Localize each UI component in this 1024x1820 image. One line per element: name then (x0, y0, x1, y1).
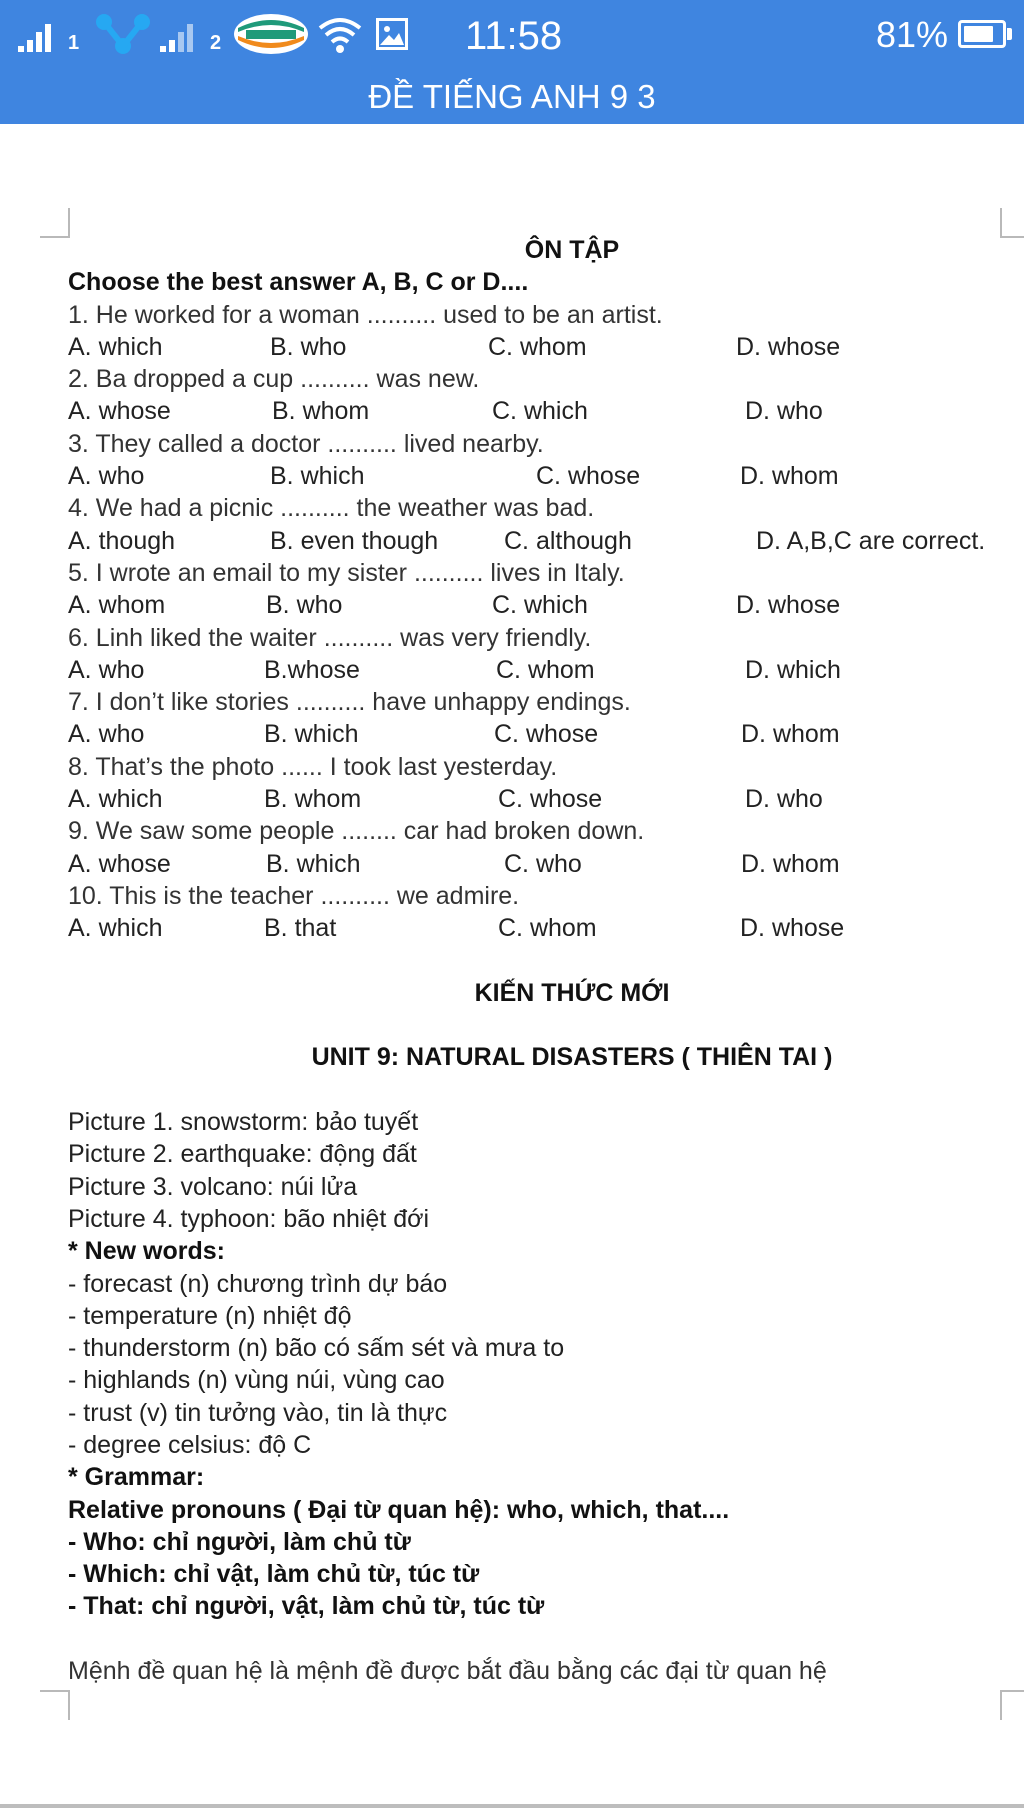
battery-percent: 81% (876, 14, 949, 55)
grammar-heading: * Grammar: (68, 1463, 205, 1492)
picture-line: Picture 3. volcano: núi lửa (68, 1172, 358, 1201)
closing-paragraph: Mệnh đề quan hệ là mệnh đề được bắt đầu bằng các đại từ quan hệ (68, 1657, 827, 1686)
answer-options (68, 395, 1008, 427)
new-word: - thunderstorm (n) bão có sấm sét và mưa to (68, 1334, 565, 1363)
document-content (68, 234, 1008, 1687)
new-word: - forecast (n) chương trình dự báo (68, 1269, 448, 1298)
crop-mark-top-left (40, 208, 70, 238)
question-text: 10. This is the teacher .......... we admire. (68, 881, 520, 910)
answer-option: A. who (68, 655, 145, 684)
sim2-label: 2 (210, 32, 222, 54)
answer-option: A. whose (68, 397, 171, 426)
question-text: 1. He worked for a woman .......... used to be an artist. (68, 300, 663, 329)
grammar-line: - That: chỉ người, vật, làm chủ từ, túc từ (68, 1592, 545, 1621)
answer-option: B. which (266, 849, 361, 878)
question-text: 2. Ba dropped a cup .......... was new. (68, 365, 480, 394)
answer-option: D. whose (740, 914, 845, 943)
signal-sim1-icon (18, 24, 51, 52)
answer-option: D. whom (741, 720, 840, 749)
clock: 11:58 (465, 14, 563, 58)
answer-options (68, 331, 1008, 363)
answer-option: A. which (68, 332, 163, 361)
answer-option: B. that (264, 914, 337, 943)
answer-option: C. whom (498, 914, 597, 943)
document-page[interactable] (0, 124, 1024, 1804)
answer-option: D. which (745, 655, 841, 684)
picture-line: Picture 1. snowstorm: bảo tuyết (68, 1108, 419, 1137)
new-words-heading: * New words: (68, 1237, 225, 1266)
answer-option: B. who (266, 591, 343, 620)
answer-option: D. A,B,C are correct. (756, 526, 986, 555)
new-word: - trust (v) tin tưởng vào, tin là thực (68, 1398, 448, 1427)
question-text: 4. We had a picnic .......... the weather was bad. (68, 494, 595, 523)
answer-option: D. whom (741, 849, 840, 878)
question-text: 8. That’s the photo ...... I took last yesterday. (68, 752, 558, 781)
answer-option: A. who (68, 462, 145, 491)
new-word: - highlands (n) vùng núi, vùng cao (68, 1366, 445, 1395)
instruction: Choose the best answer A, B, C or D.... (68, 268, 529, 297)
grammar-line: - Which: chỉ vật, làm chủ từ, túc từ (68, 1560, 480, 1589)
grammar-line: - Who: chỉ người, làm chủ từ (68, 1527, 411, 1556)
answer-options (68, 718, 1008, 750)
answer-option: D. whose (736, 591, 841, 620)
question-text: 3. They called a doctor .......... lived nearby. (68, 429, 544, 458)
answer-options (68, 589, 1008, 621)
question-text: 6. Linh liked the waiter .......... was very friendly. (68, 623, 592, 652)
picture-line: Picture 2. earthquake: động đất (68, 1140, 417, 1169)
battery-cap (1007, 28, 1012, 40)
answer-option: C. whose (498, 785, 603, 814)
answer-option: C. whom (496, 655, 595, 684)
viettel-logo-icon (232, 12, 310, 56)
picture-line: Picture 4. typhoon: bão nhiệt đới (68, 1204, 430, 1233)
app-bar (0, 0, 1024, 124)
network-share-icon (94, 12, 152, 56)
answer-options (68, 783, 1008, 815)
document-title: ĐỀ TIẾNG ANH 9 3 (368, 78, 656, 115)
answer-option: B. which (270, 462, 365, 491)
answer-option: D. whose (736, 332, 841, 361)
battery-icon (958, 20, 1006, 48)
question-text: 5. I wrote an email to my sister .......... lives in Italy. (68, 558, 625, 587)
answer-options (68, 912, 1008, 944)
answer-option: A. which (68, 914, 163, 943)
crop-mark-bottom-right (1000, 1690, 1024, 1720)
answer-option: A. though (68, 526, 176, 555)
sim1-label: 1 (68, 32, 80, 54)
answer-option: B. whom (272, 397, 370, 426)
section-heading: ÔN TẬP (524, 236, 620, 264)
unit-title: UNIT 9: NATURAL DISASTERS ( THIÊN TAI ) (311, 1043, 833, 1072)
answer-option: C. whose (536, 462, 641, 491)
signal-sim2-icon (160, 24, 193, 52)
new-word: - temperature (n) nhiệt độ (68, 1301, 352, 1330)
question-text: 9. We saw some people ........ car had broken down. (68, 817, 645, 846)
answer-options (68, 525, 1008, 557)
answer-option: D. who (745, 397, 823, 426)
answer-option: C. which (492, 397, 588, 426)
battery-fill (964, 26, 993, 42)
answer-options (68, 460, 1008, 492)
crop-mark-bottom-left (40, 1690, 70, 1720)
answer-option: C. whose (494, 720, 599, 749)
answer-option: B. whom (264, 785, 362, 814)
new-knowledge-heading: KIẾN THỨC MỚI (474, 978, 670, 1007)
answer-options (68, 654, 1008, 686)
answer-option: C. who (504, 849, 582, 878)
bottom-divider (0, 1804, 1024, 1808)
answer-option: C. which (492, 591, 588, 620)
grammar-line: Relative pronouns ( Đại từ quan hệ): who, which, that.... (68, 1495, 730, 1524)
image-notification-icon (376, 18, 408, 50)
answer-option: B. even though (270, 526, 439, 555)
answer-option: D. who (745, 785, 823, 814)
answer-option: C. although (504, 526, 632, 555)
answer-option: B. who (270, 332, 347, 361)
question-list (68, 299, 1008, 945)
question-text: 7. I don’t like stories .......... have unhappy endings. (68, 688, 631, 717)
answer-options (68, 848, 1008, 880)
answer-option: B. which (264, 720, 359, 749)
answer-option: B.whose (264, 655, 360, 684)
answer-option: C. whom (488, 332, 587, 361)
answer-option: A. who (68, 720, 145, 749)
answer-option: A. whom (68, 591, 166, 620)
answer-option: A. which (68, 785, 163, 814)
new-word: - degree celsius: độ C (68, 1430, 312, 1459)
answer-option: A. whose (68, 849, 171, 878)
answer-option: D. whom (740, 462, 839, 491)
status-bar (0, 0, 1024, 74)
wifi-icon (318, 14, 362, 54)
